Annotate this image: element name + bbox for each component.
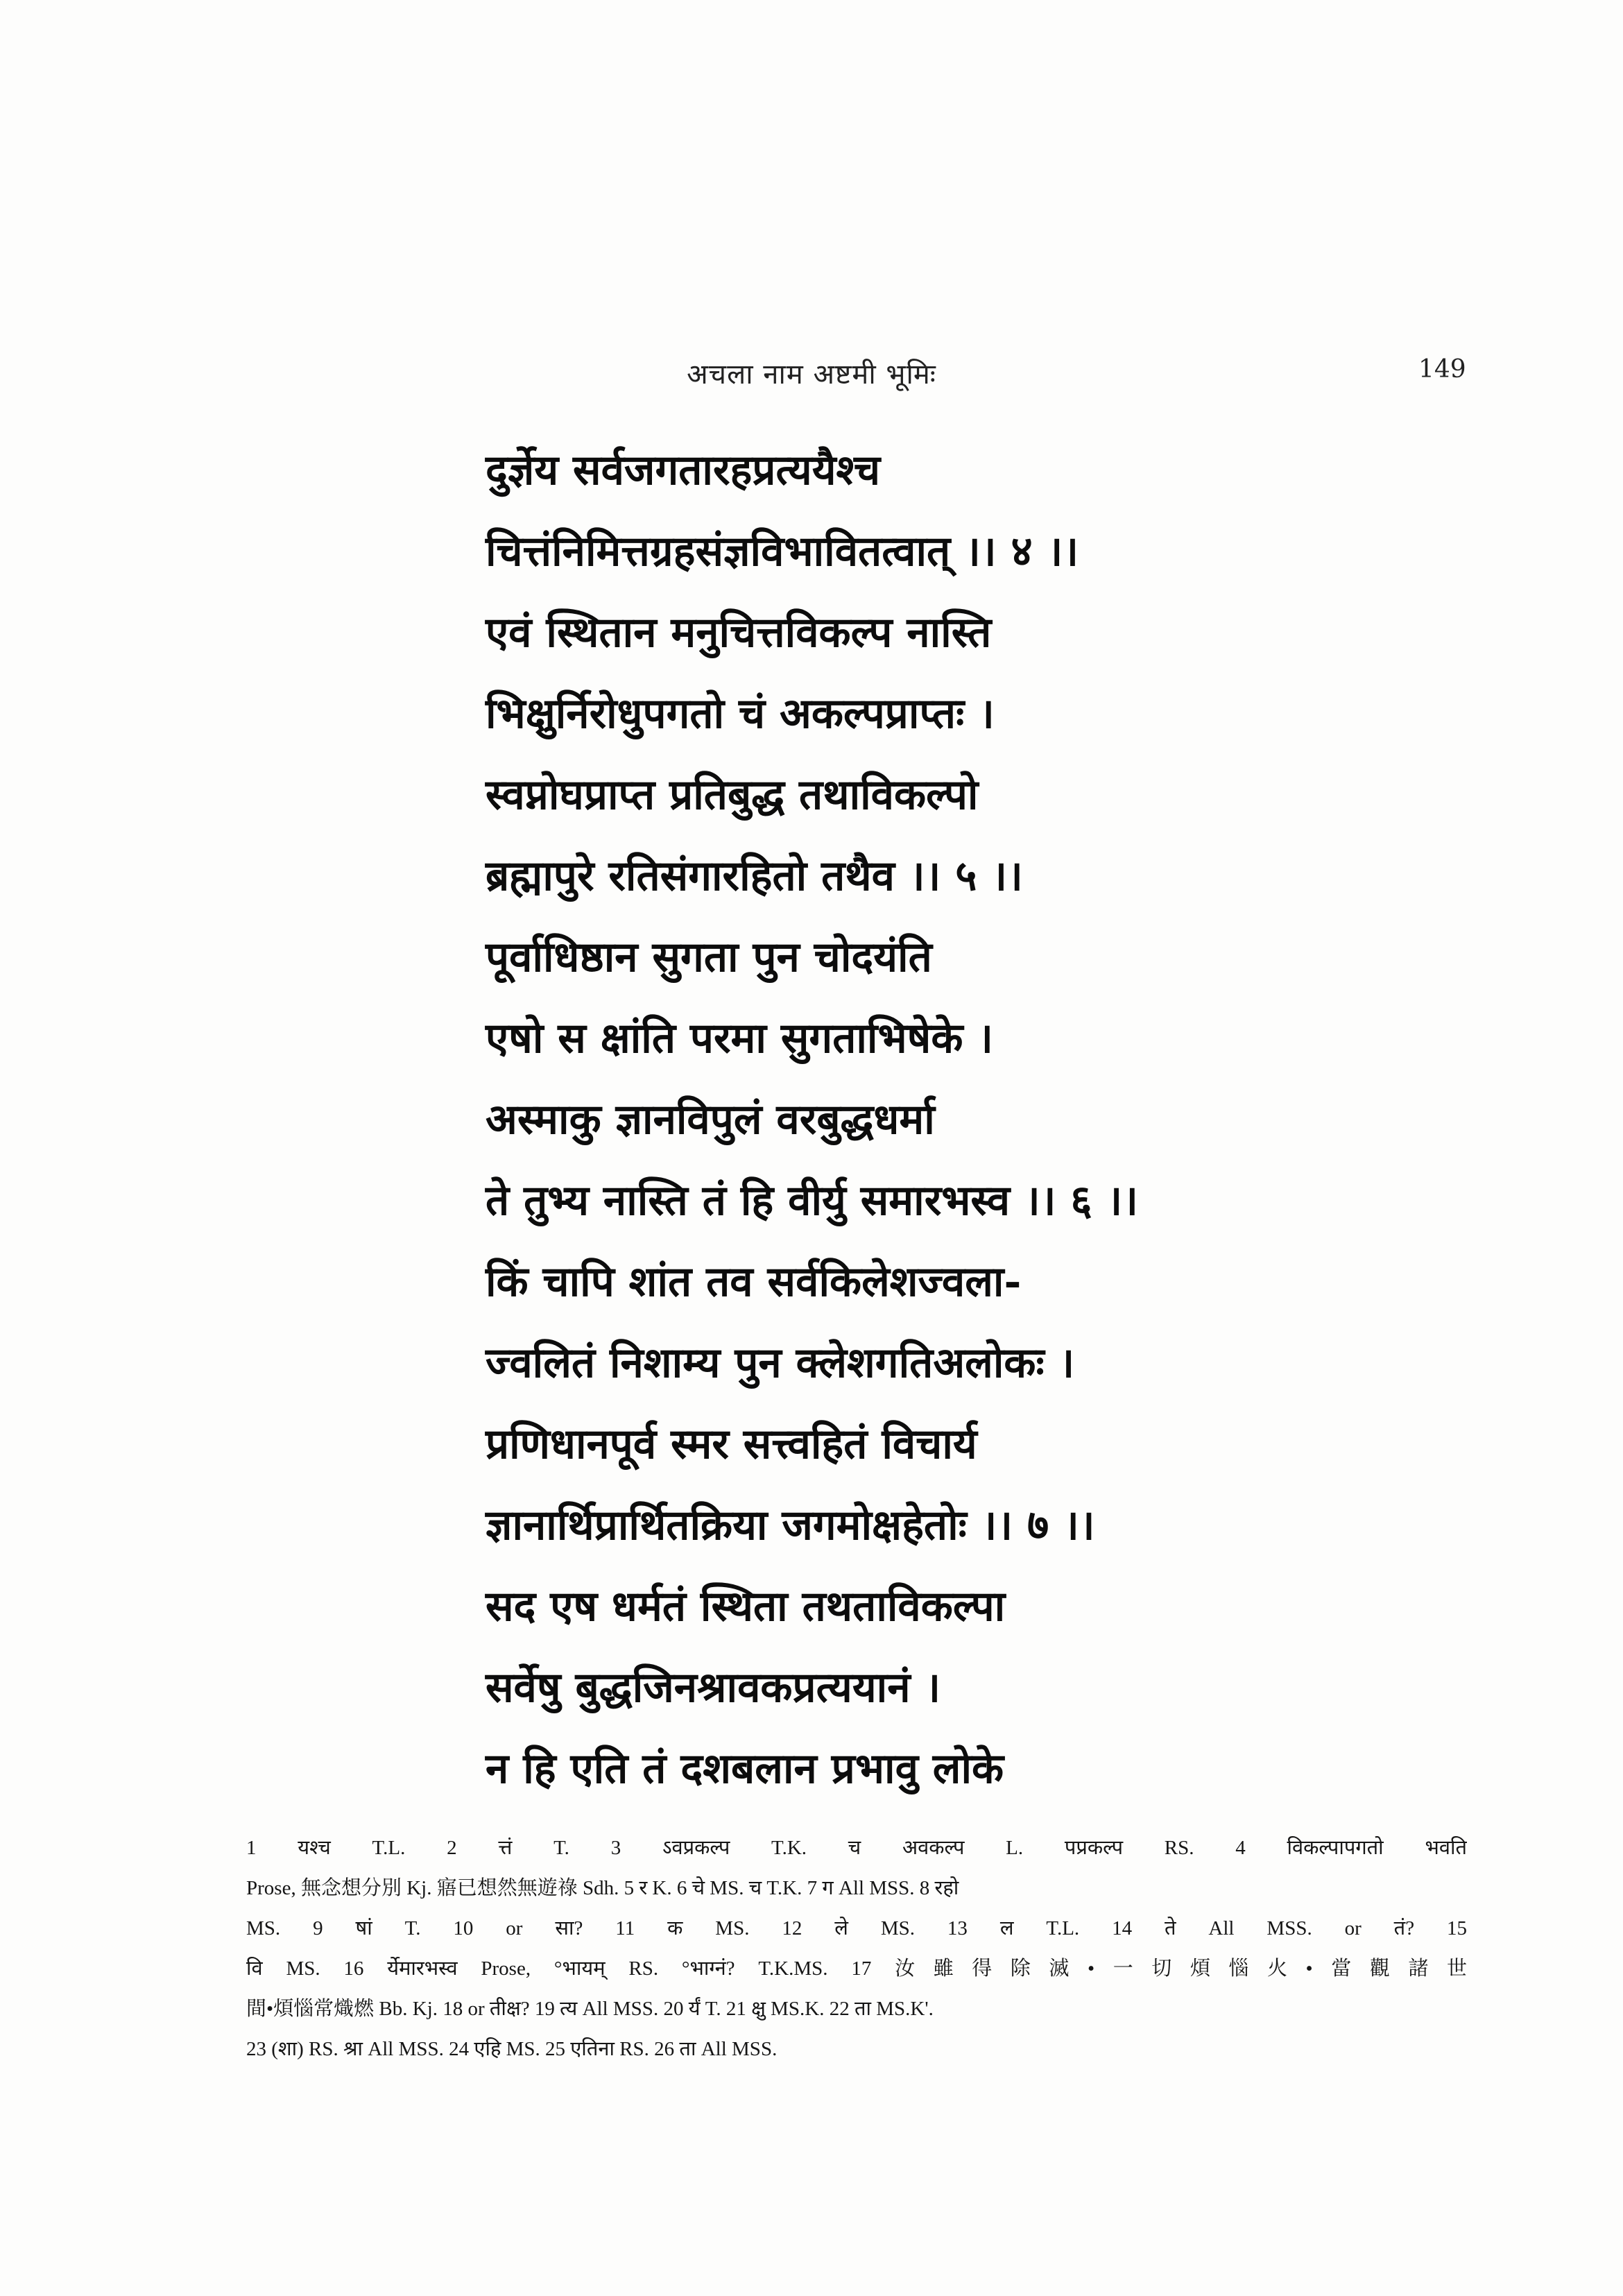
verse-line: चित्तंनिमित्तग्रहसंज्ञविभावितत्वात् ।। ४ ।। [486,527,1079,576]
verse-line: ज्ञानार्थिप्रार्थितक्रिया जगमोक्षहेतोः ।। ७ ।। [486,1501,1095,1550]
verse-line: पूर्वाधिष्ठान सुगता पुन चोदयंति [486,933,932,982]
footnote-line: वि MS. 16 र्येमारभस्व Prose, °भायम् RS. °भाग्नं? T.K.MS. 17 汝雖得除滅•一切煩惱火•當觀諸世 [246,1957,1467,1980]
verse-line: सद एष धर्मतं स्थिता तथताविकल्पा [486,1582,1006,1631]
running-head-title: अचला नाम अष्टमी भूमिः [687,359,936,391]
verse-line: न हि एति तं दशबलान प्रभावु लोके [486,1745,1004,1793]
verse-line: ते तुभ्य नास्ति तं हि वीर्यु समारभस्व ।। ६ ।। [486,1176,1138,1225]
page-number: 149 [1418,355,1466,384]
verse-line: सर्वेषु बुद्धजिनश्रावकप्रत्ययानं । [486,1663,941,1712]
verse-line: एवं स्थितान मनुचित्तविकल्प नास्ति [486,608,992,657]
footnote-line: MS. 9 षां T. 10 or सा? 11 क MS. 12 ले MS. 13 ल T.L. 14 ते All MSS. or तं? 15 [246,1917,1467,1939]
footnotes [246,1828,1467,2069]
verse-line: प्रणिधानपूर्व स्मर सत्त्वहितं विचार्य [486,1420,977,1468]
verse-line: दुर्ज्ञेय सर्वजगतारहप्रत्ययैश्च [486,446,881,495]
verse-line: भिक्षुर्निरोधुपगतो चं अकल्पप्राप्तः । [486,689,995,738]
verse-line: एषो स क्षांति परमा सुगताभिषेके । [486,1014,994,1063]
verse-line: अस्माकु ज्ञानविपुलं वरबुद्धधर्मा [486,1095,935,1144]
verse-block [486,430,1443,1810]
verse-line: किं चापि शांत तव सर्वकिलेशज्वला- [486,1258,1022,1306]
verse-line: ब्रह्मापुरे रतिसंगारहितो तथैव ।। ५ ।। [486,852,1023,900]
footnote-line: 1 यश्च T.L. 2 त्तं T. 3 ऽवप्रकल्प T.K. च अवकल्प L. पप्रकल्प RS. 4 विकल्पापगतो भवति [246,1837,1467,1859]
verse-line: ज्वलितं निशाम्य पुन क्लेशगतिअलोकः । [486,1339,1075,1387]
verse-line: स्वप्नोघप्राप्त प्रतिबुद्ध तथाविकल्पो [486,771,979,819]
footnote-line: 間•煩惱常熾燃 Bb. Kj. 18 or तीक्ष? 19 त्य All MSS. 20 र्यं T. 21 क्षु MS.K. 22 ता MS.K'. [246,1998,934,2020]
footnote-line: 23 (शा) RS. श्रा All MSS. 24 एहि MS. 25 एतिना RS. 26 ता All MSS. [246,2038,778,2060]
footnote-line: Prose, 無念想分別 Kj. 寤已想然無遊祿 Sdh. 5 र K. 6 चे MS. च T.K. 7 ग All MSS. 8 रहो [246,1877,959,1899]
